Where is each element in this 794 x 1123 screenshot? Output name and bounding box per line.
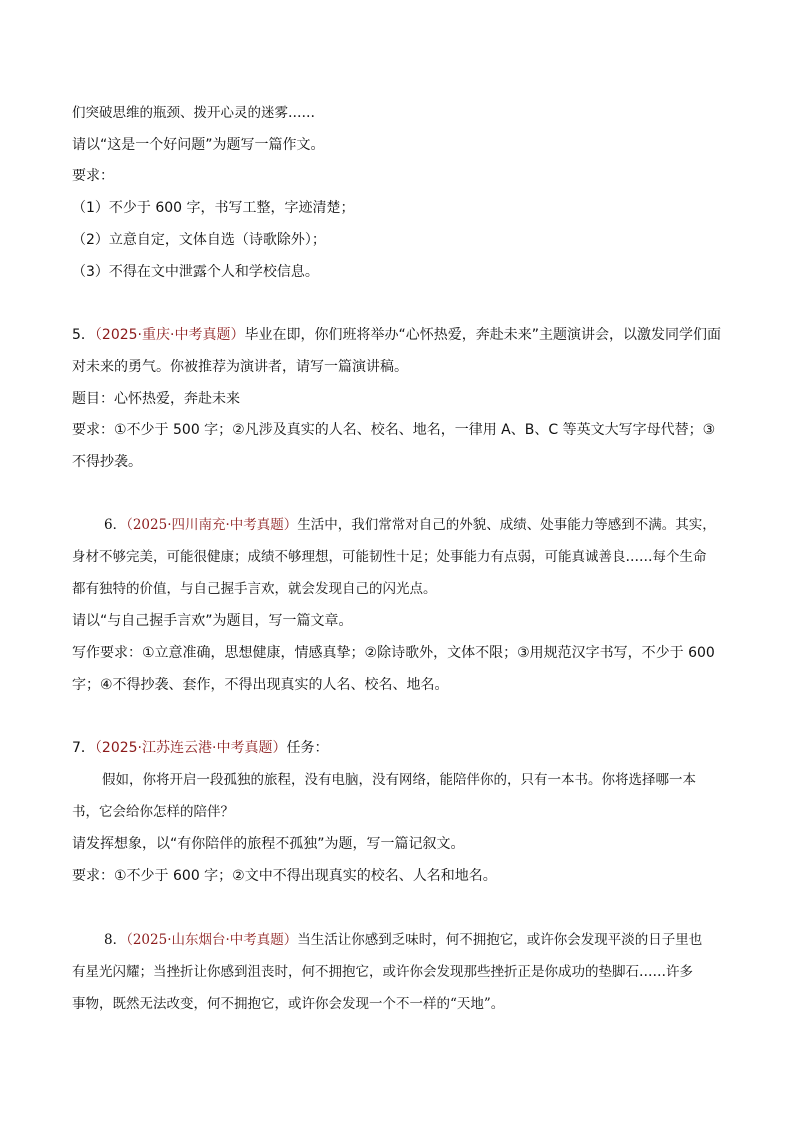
q5-number: 5．: [72, 327, 95, 343]
q7-source-tag: （2025·江苏连云港·中考真题）: [94, 740, 287, 756]
q7-line-4: 请发挥想象，以“有你陪伴的旅程不孤独”为题，写一篇记叙文。: [72, 836, 465, 852]
q6-line-5: 写作要求：①立意准确，思想健康，情感真挚；②除诗歌外，文体不限；③用规范汉字书写，不少于 600: [72, 645, 715, 661]
q6-first-line: [104, 516, 716, 534]
q5-line-3: 题目：心怀热爱，奔赴未来: [72, 391, 240, 407]
q4-line-2: 请以“这是一个好问题”为题写一篇作文。: [72, 137, 325, 153]
q5-source-tag: （2025·重庆·中考真题）: [94, 327, 245, 343]
q8-number: 8．: [104, 932, 127, 948]
q6-number: 6．: [104, 517, 127, 533]
q8-line-3: 事物，既然无法改变，何不拥抱它，或许你会发现一个不一样的“天地”。: [72, 996, 505, 1012]
q7-number: 7．: [72, 740, 95, 756]
q7-line-2: 假如，你将开启一段孤独的旅程，没有电脑，没有网络，能陪伴你的，只有一本书。你将选择哪一本: [102, 772, 696, 788]
q4-line-6: （3）不得在文中泄露个人和学校信息。: [72, 264, 319, 280]
q5-line-4: 要求：①不少于 500 字；②凡涉及真实的人名、校名、地名，一律用 A、B、C 等英文大写字母代替；③: [72, 422, 716, 438]
q8-source-tag: （2025·山东烟台·中考真题）: [126, 932, 298, 948]
q8-text: 当生活让你感到乏味时，何不拥抱它，或许你会发现平淡的日子里也: [297, 932, 703, 948]
q7-line-5: 要求：①不少于 600 字；②文中不得出现真实的校名、人名和地名。: [72, 868, 497, 884]
q6-line-6: 字；④不得抄袭、套作，不得出现真实的人名、校名、地名。: [72, 677, 449, 693]
q7-first-line: [72, 739, 328, 757]
q8-line-2: 有星光闪耀；当挫折让你感到沮丧时，何不拥抱它，或许你会发现那些挫折正是你成功的垫脚石……许多: [72, 964, 693, 980]
q5-first-line: [72, 326, 721, 344]
q8-first-line: [104, 931, 702, 949]
q6-line-3: 都有独特的价值，与自己握手言欢，就会发现自己的闪光点。: [72, 581, 437, 597]
q5-line-2: 对未来的勇气。你被推荐为演讲者，请写一篇演讲稿。: [72, 359, 408, 375]
q7-line-3: 书，它会给你怎样的陪伴？: [72, 804, 234, 820]
q4-line-4: （1）不少于 600 字，书写工整，字迹清楚；: [72, 200, 355, 216]
q4-line-5: （2）立意自定，文体自选（诗歌除外）；: [72, 232, 326, 248]
q7-text: 任务：: [286, 740, 329, 756]
q6-source-tag: （2025·四川南充·中考真题）: [126, 517, 298, 533]
q4-line-3: 要求：: [72, 168, 114, 184]
q6-text: 生活中，我们常常对自己的外貌、成绩、处事能力等感到不满。其实，: [297, 517, 716, 533]
q4-line-1: 们突破思维的瓶颈、拨开心灵的迷雾……: [72, 105, 315, 121]
q6-line-4: 请以“与自己握手言欢”为题目，写一篇文章。: [72, 613, 353, 629]
q5-line-5: 不得抄袭。: [72, 454, 142, 470]
q5-text: 毕业在即，你们班将举办“心怀热爱，奔赴未来”主题演讲会，以激发同学们面: [244, 327, 721, 343]
q6-line-2: 身材不够完美，可能很健康；成绩不够理想，可能韧性十足；处事能力有点弱，可能真诚善良……每个生命: [72, 549, 707, 565]
